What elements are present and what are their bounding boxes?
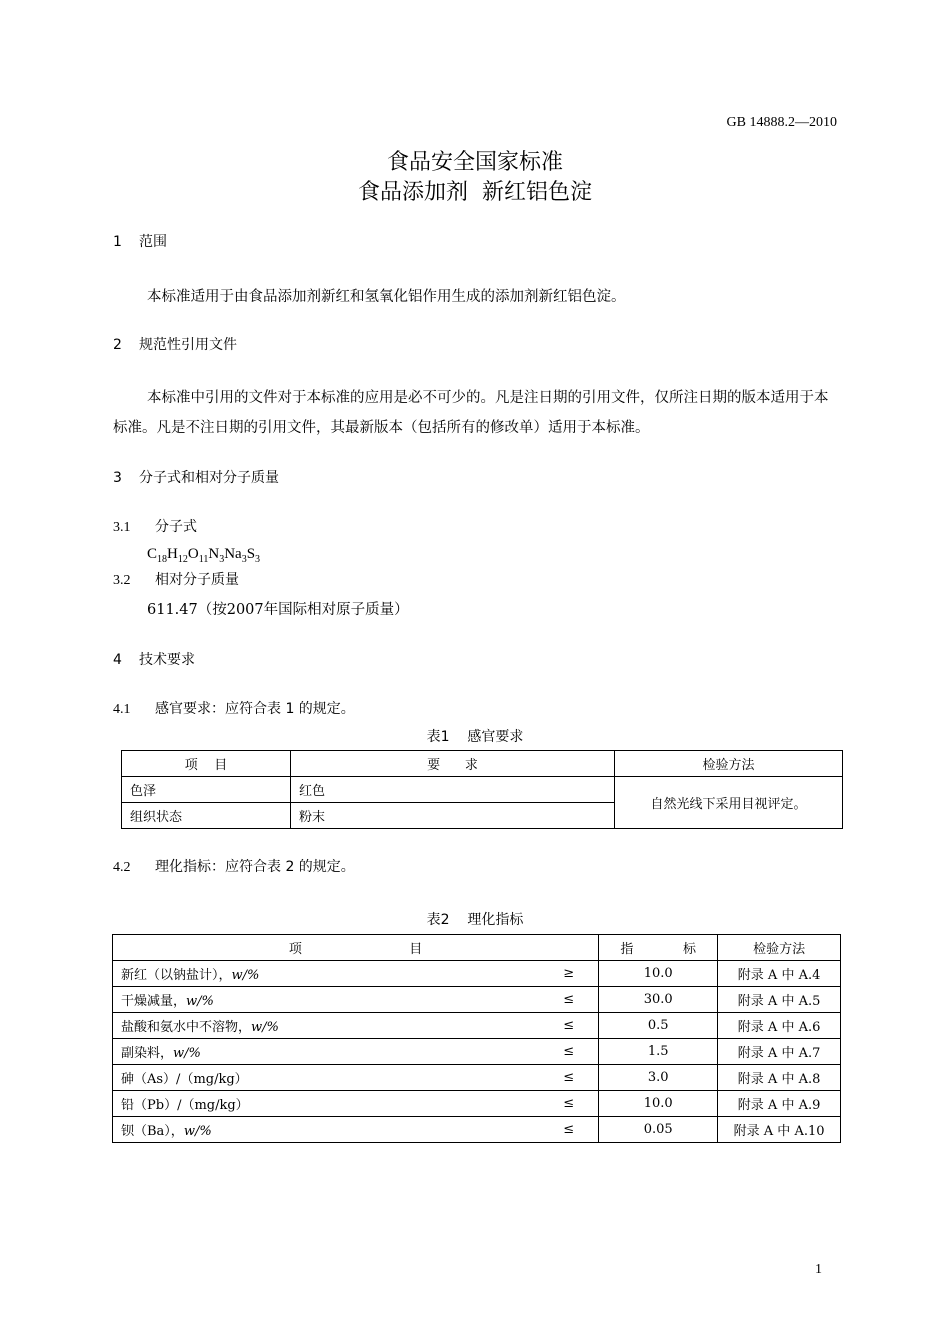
subsection-number: 4.2 [113,860,131,875]
section-3-heading [113,467,279,487]
table-1-caption: 表1 感官要求 [426,729,524,745]
table-2-caption: 表2 理化指标 [426,912,524,928]
method-cell: 自然光线下采用目视评定。 [615,777,843,829]
section-1-heading [113,231,167,251]
table-row [113,1013,841,1039]
value-cell: 30.0 [599,987,718,1013]
subsection-title: 分子式 [155,519,197,535]
section-title: 技术要求 [139,652,195,668]
standard-code: GB 14888.2—2010 [726,115,837,130]
item-cell: 铅（Pb）/（mg/kg） [113,1091,502,1117]
section-4-1-heading [113,698,355,718]
item-cell: 组织状态 [122,803,291,829]
document-subtitle: 食品添加剂 新红铝色淀 [358,180,592,205]
table-row [113,987,841,1013]
method-cell: 附录 A 中 A.10 [718,1117,841,1143]
relation-cell: ≤ [502,987,599,1013]
section-title: 分子式和相对分子质量 [139,470,279,486]
section-4-2-heading [113,856,355,876]
table-header-row [113,935,841,961]
item-cell: 新红（以钠盐计），w/% [113,961,502,987]
item-cell: 干燥减量，w/% [113,987,502,1013]
section-2-text: 本标准中引用的文件对于本标准的应用是必不可少的。凡是注日期的引用文件，仅所注日期的版本适用于本标准。凡是不注日期的引用文件，其最新版本（包括所有的修改单）适用于本标准。 [113,390,829,436]
document-title: 食品安全国家标准 [386,150,563,175]
method-cell: 附录 A 中 A.7 [718,1039,841,1065]
section-3-2-heading [113,569,239,589]
header-method: 检验方法 [615,751,843,777]
value-cell: 1.5 [599,1039,718,1065]
page-number: 1 [815,1262,822,1277]
value-cell: 0.05 [599,1117,718,1143]
table-row [113,1065,841,1091]
relation-cell: ≤ [502,1091,599,1117]
molecular-formula: $C_{18}H_{12}O_{11}N_3Na_3S_3$ [147,546,261,565]
subsection-number: 3.2 [113,573,131,588]
value-cell: 3.0 [599,1065,718,1091]
subsection-title: 理化指标：应符合表 2 的规定。 [155,859,355,875]
table-row [113,961,841,987]
relation-cell: ≤ [502,1039,599,1065]
item-cell: 色泽 [122,777,291,803]
header-item: 项 目 [122,751,291,777]
section-number: 2 [113,337,122,353]
value-cell: 0.5 [599,1013,718,1039]
header-item: 项 目 [113,935,599,961]
section-1-text: 本标准适用于由食品添加剂新红和氢氧化铝作用生成的添加剂新红铝色淀。 [147,289,626,305]
section-3-1-heading [113,516,197,536]
relation-cell: ≤ [502,1117,599,1143]
relation-cell: ≥ [502,961,599,987]
section-title: 规范性引用文件 [139,337,237,353]
subsection-title: 感官要求：应符合表 1 的规定。 [155,701,355,717]
section-title: 范围 [139,234,167,250]
value-cell: 10.0 [599,961,718,987]
section-number: 1 [113,234,122,250]
table-row [113,1117,841,1143]
method-cell: 附录 A 中 A.6 [718,1013,841,1039]
item-cell: 钡（Ba），w/% [113,1117,502,1143]
section-2-heading [113,334,237,354]
method-cell: 附录 A 中 A.9 [718,1091,841,1117]
subsection-title: 相对分子质量 [155,572,239,588]
molecular-mass-value: 611.47（按2007年国际相对原子质量） [147,602,409,618]
physicochemical-indicators-table [112,934,841,1143]
item-cell: 盐酸和氨水中不溶物，w/% [113,1013,502,1039]
header-requirement: 要 求 [291,751,615,777]
method-cell: 附录 A 中 A.8 [718,1065,841,1091]
section-number: 3 [113,470,122,486]
section-number: 4 [113,652,122,668]
header-method: 检验方法 [718,935,841,961]
item-cell: 副染料，w/% [113,1039,502,1065]
value-cell: 10.0 [599,1091,718,1117]
relation-cell: ≤ [502,1013,599,1039]
table-header-row [122,751,843,777]
method-cell: 附录 A 中 A.4 [718,961,841,987]
section-4-heading [113,649,195,669]
subsection-number: 3.1 [113,520,131,535]
table-row [113,1091,841,1117]
table-row [122,777,843,803]
item-cell: 砷（As）/（mg/kg） [113,1065,502,1091]
sensory-requirements-table [121,750,843,829]
subsection-number: 4.1 [113,702,131,717]
header-indicator: 指 标 [599,935,718,961]
requirement-cell: 红色 [291,777,615,803]
table-row [113,1039,841,1065]
requirement-cell: 粉末 [291,803,615,829]
method-cell: 附录 A 中 A.5 [718,987,841,1013]
relation-cell: ≤ [502,1065,599,1091]
